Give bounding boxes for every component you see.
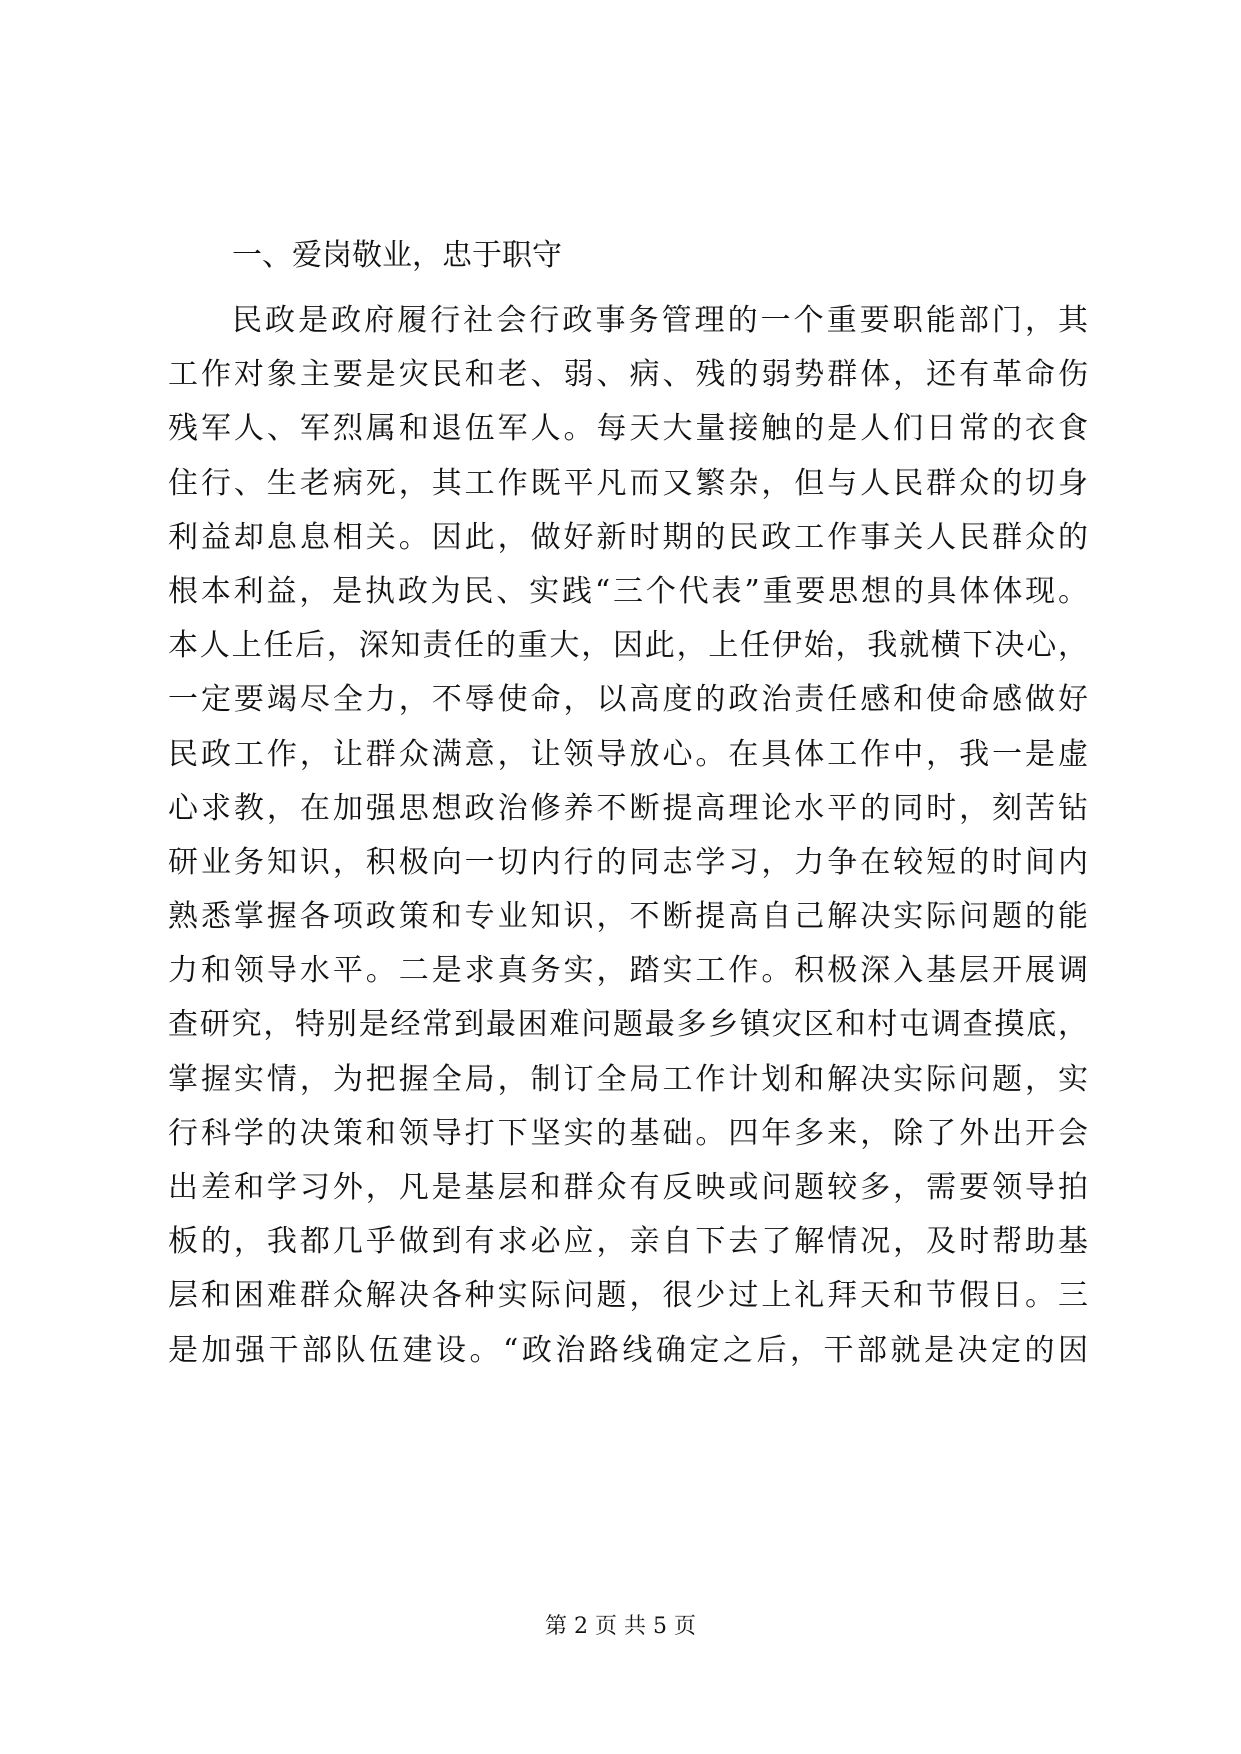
text-line: 出差和学习外，凡是基层和群众有反映或问题较多，需要领导拍 <box>168 1170 1088 1205</box>
text-line: 熟悉掌握各项政策和专业知识，不断提高自己解决实际问题的能 <box>168 899 1088 935</box>
section-heading: 一、爱岗敬业，忠于职守 <box>232 238 562 273</box>
text-line: 根本利益，是执政为民、实践“三个代表”重要思想的具体体现。 <box>168 573 1088 609</box>
text-line: 一定要竭尽全力，不辱使命，以高度的政治责任感和使命感做好 <box>168 682 1088 718</box>
text-line: 住行、生老病死，其工作既平凡而又繁杂，但与人民群众的切身 <box>168 465 1088 501</box>
text-line: 研业务知识，积极向一切内行的同志学习，力争在较短的时间内 <box>168 844 1088 880</box>
body-paragraph <box>168 294 1088 1378</box>
text-line: 掌握实情，为把握全局，制订全局工作计划和解决实际问题，实 <box>168 1061 1088 1097</box>
text-line: 心求教，在加强思想政治修养不断提高理论水平的同时，刻苦钻 <box>168 790 1088 826</box>
page-footer: 第 2 页 共 5 页 <box>545 1614 696 1639</box>
text-line: 民政工作，让群众满意，让领导放心。在具体工作中，我一是虚 <box>168 736 1088 772</box>
text-line: 民政是政府履行社会行政事务管理的一个重要职能部门，其 <box>232 303 1088 338</box>
text-line: 行科学的决策和领导打下坚实的基础。四年多来，除了外出开会 <box>168 1115 1088 1151</box>
text-line: 残军人、军烈属和退伍军人。每天大量接触的是人们日常的衣食 <box>168 411 1088 447</box>
text-line: 查研究，特别是经常到最困难问题最多乡镇灾区和村屯调查摸底， <box>168 1007 1088 1043</box>
text-line: 利益却息息相关。因此，做好新时期的民政工作事关人民群众的 <box>168 519 1088 555</box>
text-line: 是加强干部队伍建设。“政治路线确定之后，干部就是决定的因 <box>168 1332 1088 1368</box>
text-line: 工作对象主要是灾民和老、弱、病、残的弱势群体，还有革命伤 <box>168 357 1088 393</box>
text-line: 层和困难群众解决各种实际问题，很少过上礼拜天和节假日。三 <box>168 1278 1088 1314</box>
text-line: 力和领导水平。二是求真务实，踏实工作。积极深入基层开展调 <box>168 953 1088 989</box>
text-line: 本人上任后，深知责任的重大，因此，上任伊始，我就横下决心， <box>168 628 1088 664</box>
text-line: 板的，我都几乎做到有求必应，亲自下去了解情况，及时帮助基 <box>168 1224 1088 1260</box>
